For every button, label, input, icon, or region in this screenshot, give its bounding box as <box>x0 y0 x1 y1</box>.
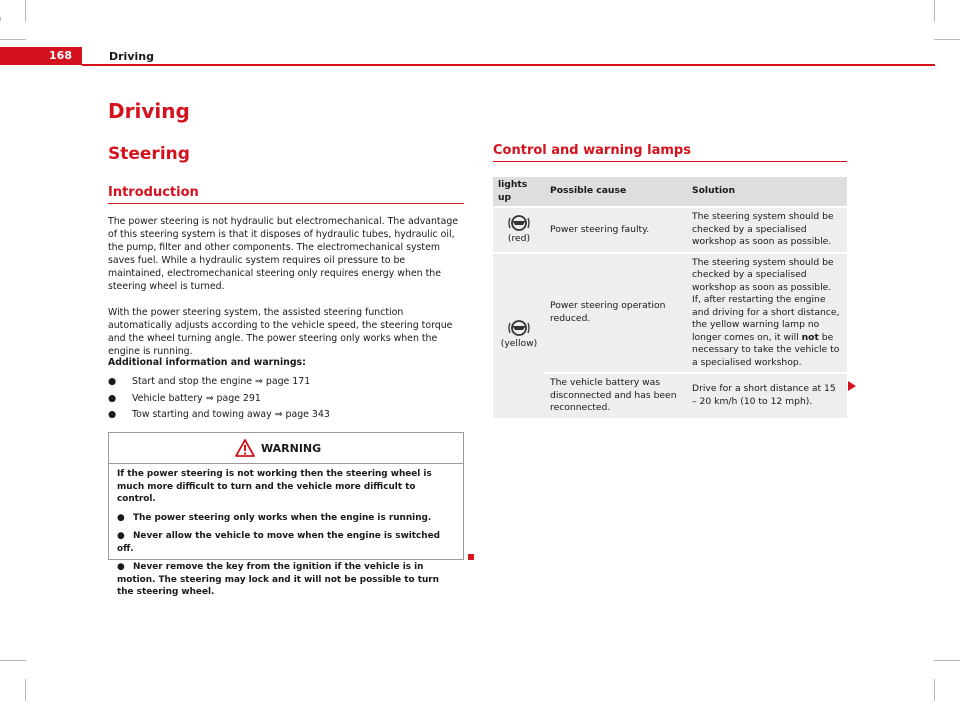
warning-triangle-icon <box>235 439 255 457</box>
bullet-dot: ● <box>117 512 125 523</box>
cause-text: Power steering faulty. <box>550 223 650 235</box>
bullet-dot: ● <box>117 531 125 541</box>
additional-info-heading: Additional information and warnings: <box>108 357 306 368</box>
cause-text: The vehicle battery was disconnected and has been reconnected. <box>550 377 677 413</box>
continue-arrow-icon <box>848 381 856 391</box>
crop-mark <box>25 679 26 701</box>
cause-cell <box>545 374 687 418</box>
cause-cell <box>545 254 687 373</box>
lamp-color-label: (red) <box>507 232 531 244</box>
table-row <box>493 208 847 252</box>
bullet-dot: ● <box>108 393 117 404</box>
list-item-text: Vehicle battery ⇒ page 291 <box>132 393 261 404</box>
header-section-title: Driving <box>109 50 154 63</box>
solution-text-part: be necessary to take the vehicle to a specialised workshop. <box>692 331 840 368</box>
crop-mark <box>0 39 26 40</box>
solution-text: Drive for a short distance at 15 – 20 km/h (10 to 12 mph). <box>692 383 836 407</box>
list-item <box>108 408 330 421</box>
column-header: Possible cause <box>545 177 687 206</box>
subsection-title: Introduction <box>108 185 199 200</box>
warning-intro: If the power steering is not working then the steering wheel is much more difficult to turn and the vehicle more difficult to control. <box>117 469 432 504</box>
table-row <box>493 254 847 373</box>
warning-header <box>109 433 463 464</box>
warning-item-text: Never allow the vehicle to move when the engine is switched off. <box>117 531 440 554</box>
bullet-dot: ● <box>108 376 117 387</box>
intro-paragraph: The power steering is not hydraulic but electromechanical. The advantage of this steering system is that it disposes of hydraulic tubes, hydraulic oil, the pump, filter and other components. The electromechanical system saves fuel. While a hydraulic system requires oil pressure to be maintained, electromechanical steering only requires energy when the steering wheel is turned. <box>108 216 459 292</box>
subsection-rule <box>108 203 464 204</box>
table-header-row <box>493 177 847 206</box>
crop-mark <box>0 17 1 21</box>
warning-lamps-table <box>493 177 847 418</box>
crop-mark <box>934 39 960 40</box>
section-title: Steering <box>108 144 190 164</box>
bullet-dot: ● <box>117 562 125 572</box>
list-item <box>108 392 261 405</box>
subsection-rule <box>493 161 847 162</box>
solution-text: The steering system should be checked by a specialised workshop as soon as possible. <box>692 256 834 293</box>
table-row <box>493 374 847 418</box>
emphasis-not: not <box>801 331 819 343</box>
cause-cell <box>545 208 687 252</box>
column-header: Solution <box>687 177 847 206</box>
crop-mark <box>0 660 26 661</box>
list-item-text: Tow starting and towing away ⇒ page 343 <box>132 409 330 420</box>
lamp-cell <box>493 254 545 418</box>
solution-text-part: If, after restarting the engine and driving for a short distance, the yellow warning lamp no longer comes on, it will <box>692 294 840 343</box>
list-item <box>108 375 310 388</box>
column-header: lights up <box>493 177 545 206</box>
section-end-mark <box>468 554 474 560</box>
solution-cell <box>687 208 847 252</box>
lamp-cell <box>493 208 545 252</box>
list-item-text: Start and stop the engine ⇒ page 171 <box>132 376 311 387</box>
crop-mark <box>934 660 960 661</box>
crop-mark <box>934 0 935 22</box>
bullet-dot: ● <box>108 409 117 420</box>
warning-item-text: Never remove the key from the ignition if the vehicle is in motion. The steering may lock and it will not be possible to turn the steering wheel. <box>117 562 439 597</box>
lamp-color-label: (yellow) <box>500 338 538 350</box>
crop-mark <box>934 679 935 701</box>
warning-box <box>108 432 464 597</box>
function-paragraph: With the power steering system, the assisted steering function automatically adjusts according to the vehicle speed, the steering torque and the wheel turning angle. The power steering only works when the engine is running. <box>108 307 453 357</box>
list-item <box>117 530 455 555</box>
steering-wheel-lamp-icon <box>508 320 530 336</box>
chapter-title: Driving <box>108 99 190 123</box>
warning-item-text: The power steering only works when the engine is running. <box>133 512 432 523</box>
cause-text: Power steering operation reduced. <box>550 300 666 324</box>
list-item <box>117 512 455 525</box>
warning-body <box>109 464 463 603</box>
solution-cell <box>687 374 847 418</box>
crop-mark <box>25 0 26 22</box>
page-number: 168 <box>0 47 82 65</box>
subsection-title: Control and warning lamps <box>493 143 691 158</box>
solution-cell <box>687 254 847 373</box>
solution-text <box>692 294 842 369</box>
steering-wheel-lamp-icon <box>508 215 530 231</box>
list-item <box>117 561 455 599</box>
header-rule <box>82 64 935 66</box>
warning-title: WARNING <box>261 442 322 455</box>
solution-text: The steering system should be checked by a specialised workshop as soon as possible. <box>692 211 834 247</box>
